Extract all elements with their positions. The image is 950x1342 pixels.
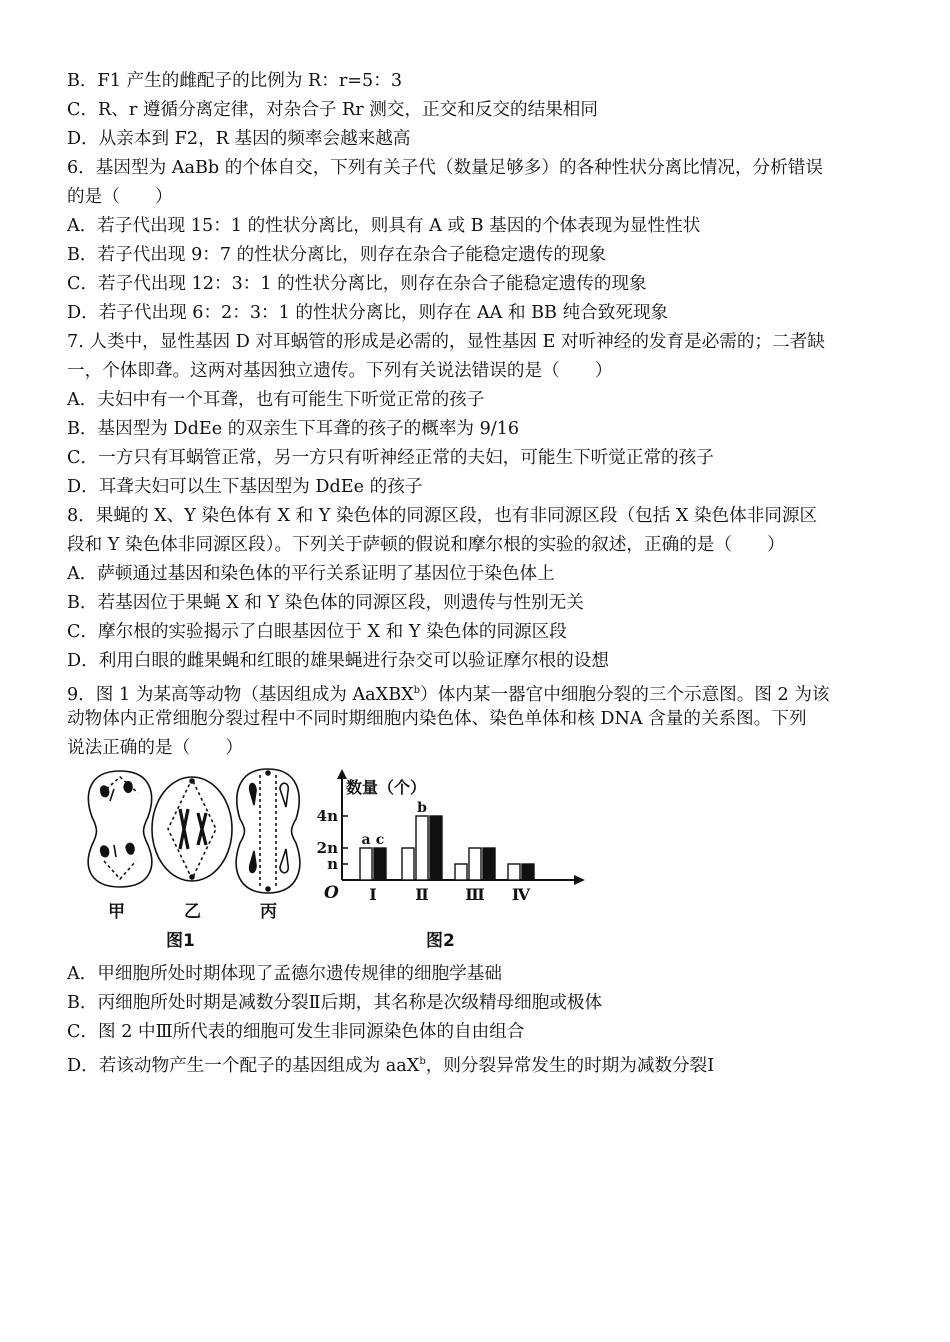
q8-stem-line1: 8．果蝇的 X、Y 染色体有 X 和 Y 染色体的同源区段，也有非同源区段（包括 X 染色体非同源区 [67, 506, 818, 526]
x-tick-label: Ⅲ [465, 885, 485, 904]
chart-bar [374, 848, 386, 880]
q7-stem-line2: 一，个体即聋。这两对基因独立遗传。下列有关说法错误的是（ ） [67, 361, 613, 381]
chart-bar [360, 848, 372, 880]
figure-area [80, 765, 600, 955]
chart-x-arrow [574, 875, 585, 885]
figure2-caption: 图2 [426, 931, 455, 951]
q9-option-d-superscript: b [419, 1056, 426, 1067]
chart-bar [469, 848, 481, 880]
q9-option-d-a: D．若该动物产生一个配子的基因组成为 aaX [67, 1055, 420, 1076]
q5-option-b: B．F1 产生的雌配子的比例为 R：r=5：3 [67, 71, 403, 91]
chart-bar [455, 864, 467, 880]
chart-bar [402, 848, 414, 880]
chart-bar [483, 848, 495, 880]
figure1-cells [88, 769, 300, 893]
q7-option-a: A．夫妇中有一个耳聋，也有可能生下听觉正常的孩子 [67, 390, 485, 410]
q7-option-c: C．一方只有耳蜗管正常，另一方只有听神经正常的夫妇，可能生下听觉正常的孩子 [67, 448, 714, 468]
figure2-chart [317, 769, 585, 904]
bar-annotation: b [417, 800, 427, 816]
cell-bing [236, 769, 300, 893]
chart-bar [522, 864, 534, 880]
x-tick-label: Ⅰ [369, 885, 377, 904]
label-yi: 乙 [184, 902, 201, 922]
q6-option-d: D．若子代出现 6：2：3：1 的性状分离比，则存在 AA 和 BB 纯合致死现象 [67, 303, 669, 323]
q6-stem-line1: 6．基因型为 AaBb 的个体自交，下列有关子代（数量足够多）的各种性状分离比情况，分析错误 [67, 158, 823, 178]
figure1-caption: 图1 [166, 931, 195, 951]
q9-stem-line1-b: ）体内某一器官中细胞分裂的三个示意图。图 2 为该 [420, 684, 830, 705]
cell-jia [88, 771, 152, 887]
q7-option-d: D．耳聋夫妇可以生下基因型为 DdEe 的孩子 [67, 477, 423, 497]
q9-option-d [67, 1047, 897, 1081]
q5-option-c: C．R、r 遵循分离定律，对杂合子 Rr 测交，正交和反交的结果相同 [67, 100, 598, 120]
q5-option-d: D．从亲本到 F2，R 基因的频率会越来越高 [67, 129, 411, 149]
bar-annotation: c [375, 832, 385, 848]
y-tick-label: n [327, 855, 338, 873]
chart-title: 数量（个） [346, 778, 427, 797]
x-tick-label: Ⅱ [415, 885, 429, 904]
q9-option-d-b: ，则分裂异常发生的时期为减数分裂Ⅰ [425, 1055, 715, 1076]
label-bing: 丙 [260, 902, 277, 922]
q9-stem-line1-a: 9．图 1 为某高等动物（基因组成为 AaXBX [67, 684, 414, 705]
x-tick-label: Ⅳ [511, 885, 531, 904]
q9-option-a: A．甲细胞所处时期体现了孟德尔遗传规律的细胞学基础 [67, 964, 502, 984]
q9-option-b: B．丙细胞所处时期是减数分裂Ⅱ后期，其名称是次级精母细胞或极体 [67, 993, 603, 1013]
cell-yi [152, 777, 232, 881]
q9-stem-line2: 动物体内正常细胞分裂过程中不同时期细胞内染色体、染色单体和核 DNA 含量的关系图。下列 [67, 709, 807, 729]
q9-stem-line3: 说法正确的是（ ） [67, 738, 243, 758]
q6-stem-line2: 的是（ ） [67, 187, 173, 207]
q8-option-c: C．摩尔根的实验揭示了白眼基因位于 X 和 Y 染色体的同源区段 [67, 622, 567, 642]
chart-origin-label: O [324, 883, 339, 903]
q6-option-a: A．若子代出现 15：1 的性状分离比，则具有 A 或 B 基因的个体表现为显性性状 [67, 216, 701, 236]
q9-option-c: C．图 2 中Ⅲ所代表的细胞可发生非同源染色体的自由组合 [67, 1022, 525, 1042]
q9-stem-superscript: b [413, 685, 421, 696]
q6-option-b: B．若子代出现 9：7 的性状分离比，则存在杂合子能稳定遗传的现象 [67, 245, 607, 265]
chart-bar [416, 816, 428, 880]
q8-option-a: A．萨顿通过基因和染色体的平行关系证明了基因位于染色体上 [67, 564, 555, 584]
y-tick-label: 4n [316, 807, 338, 825]
label-jia: 甲 [108, 902, 125, 922]
chart-bar [508, 864, 520, 880]
q8-stem-line2: 段和 Y 染色体非同源区段）。下列关于萨顿的假说和摩尔根的实验的叙述，正确的是（ ） [67, 535, 785, 555]
bar-annotation: a [361, 832, 371, 848]
q6-option-c: C．若子代出现 12：3：1 的性状分离比，则存在杂合子能稳定遗传的现象 [67, 274, 647, 294]
chart-bar [430, 816, 442, 880]
q8-option-b: B．若基因位于果蝇 X 和 Y 染色体的同源区段，则遗传与性别无关 [67, 593, 584, 613]
q8-option-d: D．利用白眼的雌果蝇和红眼的雄果蝇进行杂交可以验证摩尔根的设想 [67, 651, 609, 671]
q7-option-b: B．基因型为 DdEe 的双亲生下耳聋的孩子的概率为 9/16 [67, 419, 520, 439]
y-tick-label: 2n [316, 839, 338, 857]
q7-stem-line1: 7. 人类中，显性基因 D 对耳蜗管的形成是必需的，显性基因 E 对听神经的发育是必需的；二者缺 [67, 332, 825, 352]
